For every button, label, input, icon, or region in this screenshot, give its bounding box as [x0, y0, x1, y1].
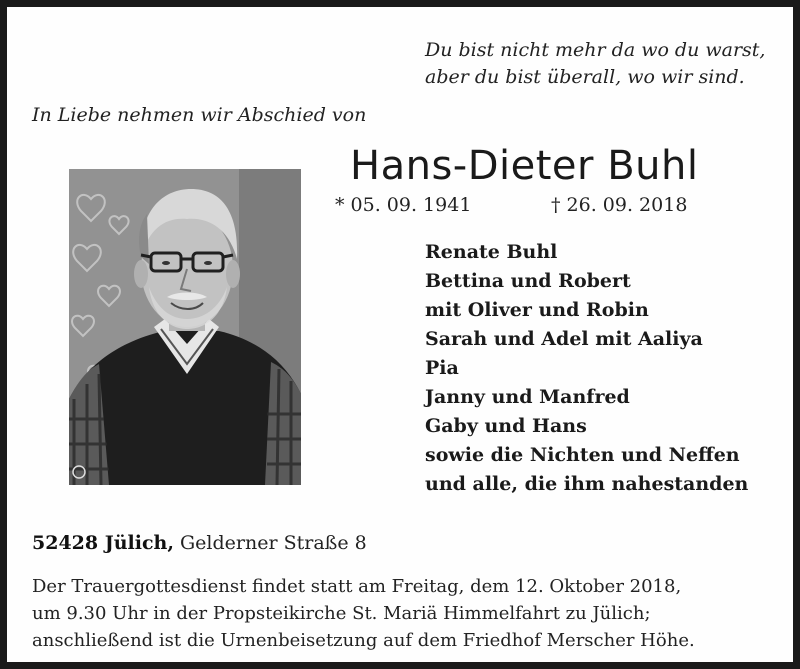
address-city: 52428 Jülich, [32, 532, 174, 554]
mourner-line: mit Oliver und Robin [425, 299, 649, 321]
address-street: Gelderner Straße 8 [180, 532, 367, 554]
portrait-photo [69, 169, 301, 485]
intro-text: In Liebe nehmen wir Abschied von [32, 104, 367, 126]
service-line-2: um 9.30 Uhr in der Propsteikirche St. Mariä Himmelfahrt zu Jülich; [32, 603, 651, 624]
deceased-name: Hans-Dieter Buhl [350, 143, 699, 189]
birth-symbol: * [335, 194, 345, 216]
death-date: 26. 09. 2018 [566, 194, 688, 216]
death-date-line [551, 194, 687, 216]
family-address [32, 532, 367, 554]
motto-quote [425, 37, 795, 91]
mourner-line: Renate Buhl [425, 241, 558, 263]
death-symbol: † [551, 194, 561, 216]
service-line-3: anschließend ist die Urnenbeisetzung auf dem Friedhof Merscher Höhe. [32, 630, 695, 651]
mourner-line: Bettina und Robert [425, 270, 631, 292]
mourners-list [425, 238, 748, 499]
motto-line-2: aber du bist überall, wo wir sind. [425, 66, 745, 88]
mourner-line: sowie die Nichten und Neffen [425, 444, 740, 466]
mourner-line: Janny und Manfred [425, 386, 630, 408]
birth-date-line [335, 194, 471, 216]
birth-date: 05. 09. 1941 [350, 194, 472, 216]
mourner-line: Sarah und Adel mit Aaliya [425, 328, 703, 350]
mourner-line: und alle, die ihm nahestanden [425, 473, 749, 495]
mourner-line: Pia [425, 357, 459, 379]
motto-line-1: Du bist nicht mehr da wo du warst, [425, 39, 766, 61]
service-info [32, 573, 782, 654]
service-line-1: Der Trauergottesdienst findet statt am Freitag, dem 12. Oktober 2018, [32, 576, 682, 597]
mourner-line: Gaby und Hans [425, 415, 587, 437]
